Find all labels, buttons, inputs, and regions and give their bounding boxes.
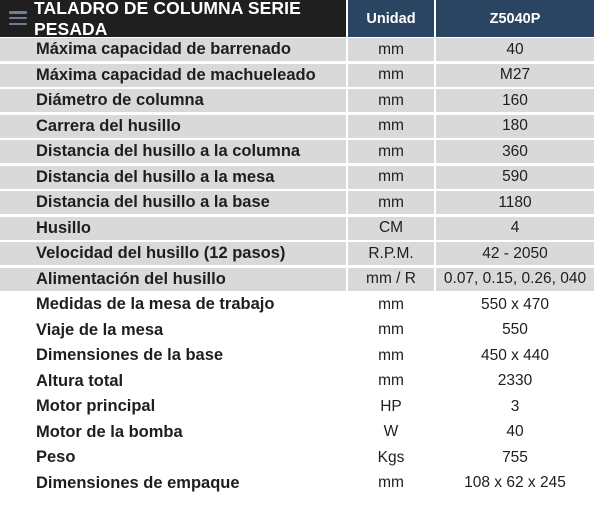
- spec-name: Peso: [0, 446, 346, 469]
- table-row: [0, 344, 600, 367]
- table-row: [0, 446, 600, 469]
- table-row: [0, 191, 600, 214]
- spec-name: Velocidad del husillo (12 pasos): [0, 242, 346, 265]
- spec-value: 40: [436, 421, 594, 444]
- table-row: [0, 319, 600, 342]
- spec-name: Medidas de la mesa de trabajo: [0, 293, 346, 316]
- spec-name: Altura total: [0, 370, 346, 393]
- table-row: [0, 140, 600, 163]
- spec-unit: W: [348, 421, 434, 444]
- spec-value: 3: [436, 395, 594, 418]
- spec-unit: mm: [348, 64, 434, 87]
- spec-value: 2330: [436, 370, 594, 393]
- spec-value: 1180: [436, 191, 594, 214]
- spec-name: Dimensiones de la base: [0, 344, 346, 367]
- table-row: [0, 64, 600, 87]
- spec-unit: mm: [348, 293, 434, 316]
- table-row: [0, 421, 600, 444]
- spec-name: Carrera del husillo: [0, 115, 346, 138]
- spec-value: 160: [436, 89, 594, 112]
- table-row: [0, 370, 600, 393]
- spec-value: 550: [436, 319, 594, 342]
- model-header: Z5040P: [436, 0, 594, 37]
- spec-unit: mm: [348, 472, 434, 495]
- spec-value: 0.07, 0.15, 0.26, 040: [436, 268, 594, 291]
- menu-icon: [9, 11, 27, 25]
- table-row: [0, 217, 600, 240]
- table-row: [0, 268, 600, 291]
- spec-value: 108 x 62 x 245: [436, 472, 594, 495]
- spec-name: Alimentación del husillo: [0, 268, 346, 291]
- spec-value: 40: [436, 38, 594, 61]
- spec-unit: mm: [348, 38, 434, 61]
- spec-name: Distancia del husillo a la columna: [0, 140, 346, 163]
- spec-unit: mm: [348, 115, 434, 138]
- spec-value: 42 - 2050: [436, 242, 594, 265]
- table-row: [0, 115, 600, 138]
- spec-unit: mm: [348, 370, 434, 393]
- spec-unit: CM: [348, 217, 434, 240]
- spec-value: 550 x 470: [436, 293, 594, 316]
- spec-name: Distancia del husillo a la base: [0, 191, 346, 214]
- spec-unit: mm / R: [348, 268, 434, 291]
- spec-name: Motor de la bomba: [0, 421, 346, 444]
- table-row: [0, 166, 600, 189]
- spec-unit: mm: [348, 166, 434, 189]
- spec-value: 755: [436, 446, 594, 469]
- spec-unit: R.P.M.: [348, 242, 434, 265]
- spec-name: Husillo: [0, 217, 346, 240]
- spec-value: 590: [436, 166, 594, 189]
- spec-unit: HP: [348, 395, 434, 418]
- spec-unit: Kgs: [348, 446, 434, 469]
- spec-value: 180: [436, 115, 594, 138]
- table-row: [0, 89, 600, 112]
- spec-unit: mm: [348, 344, 434, 367]
- table-row: [0, 395, 600, 418]
- unit-header: Unidad: [348, 0, 434, 37]
- spec-name: Distancia del husillo a la mesa: [0, 166, 346, 189]
- spec-value: 4: [436, 217, 594, 240]
- table-row: [0, 38, 600, 61]
- spec-value: 360: [436, 140, 594, 163]
- spec-value: 450 x 440: [436, 344, 594, 367]
- spec-value: M27: [436, 64, 594, 87]
- spec-name: Viaje de la mesa: [0, 319, 346, 342]
- spec-unit: mm: [348, 191, 434, 214]
- spec-unit: mm: [348, 140, 434, 163]
- spec-name: Motor principal: [0, 395, 346, 418]
- table-row: [0, 472, 600, 495]
- table-row: [0, 242, 600, 265]
- spec-name: Máxima capacidad de barrenado: [0, 38, 346, 61]
- table-header: [0, 0, 600, 37]
- table-row: [0, 293, 600, 316]
- spec-name: Máxima capacidad de machueleado: [0, 64, 346, 87]
- spec-name: Diámetro de columna: [0, 89, 346, 112]
- spec-unit: mm: [348, 89, 434, 112]
- spec-name: Dimensiones de empaque: [0, 472, 346, 495]
- spec-unit: mm: [348, 319, 434, 342]
- table-title: TALADRO DE COLUMNA SERIE PESADA: [34, 0, 301, 39]
- table-title-cell: [0, 0, 346, 37]
